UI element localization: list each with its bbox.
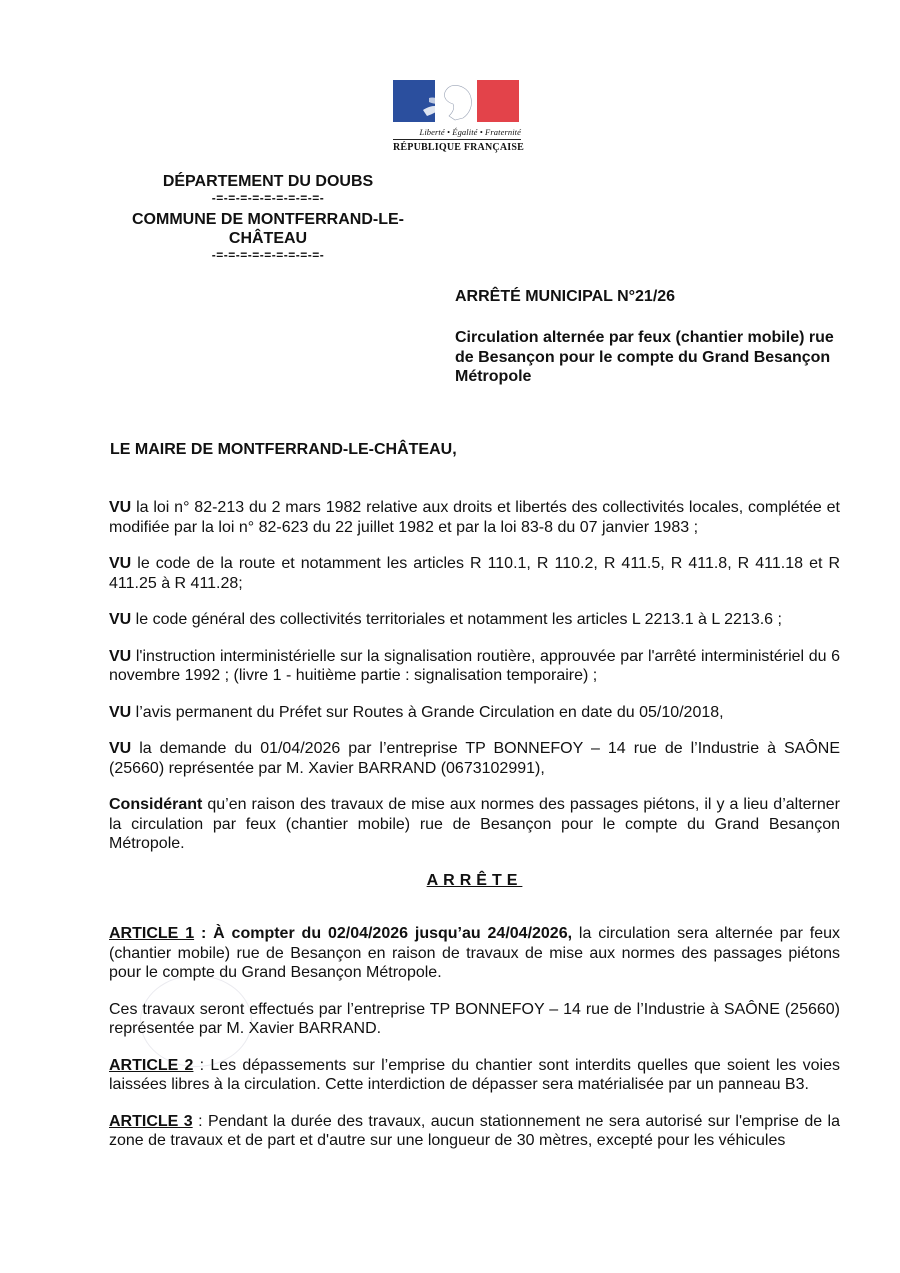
arrete-subject: Circulation alternée par feux (chantier mobile) rue de Besançon pour le compte du Grand Besançon Métropole — [455, 329, 834, 385]
vu-paragraph: VU la demande du 01/04/2026 par l’entreprise TP BONNEFOY – 14 rue de l’Industrie à SAÔNE (25660) représentée par M. Xavier BARRAND (0673102991), — [109, 740, 840, 777]
marianne-flag-icon — [393, 80, 519, 122]
considerations — [109, 498, 840, 1168]
arrete-number: ARRÊTÉ MUNICIPAL N°21/26 — [455, 288, 676, 305]
vu-paragraph: VU le code de la route et notamment les articles R 110.1, R 110.2, R 411.5, R 411.8, R 411.18 et R 411.25 à R 411.28; — [109, 555, 840, 592]
article-label: ARTICLE 1 — [109, 925, 195, 942]
considerant-paragraph: Considérant qu’en raison des travaux de mise aux normes des passages piétons, il y a lieu d’alterner la circulation par feux (chantier mobile) rue de Besançon pour le compte du Grand Besançon Métropole. — [109, 796, 840, 852]
department-name: DÉPARTEMENT DU DOUBS — [162, 173, 374, 190]
article-label: ARTICLE 3 — [109, 1112, 193, 1130]
commune-name: COMMUNE DE MONTFERRAND-LE-CHÂTEAU — [132, 211, 404, 247]
vu-paragraph: VU le code général des collectivités territoriales et notamment les articles L 2213.1 à L 2213.6 ; — [109, 611, 782, 628]
marianne-logo — [393, 80, 524, 153]
article-1: ARTICLE 1 : À compter du 02/04/2026 jusqu’au 24/04/2026, la circulation sera alternée par feux (chantier mobile) rue de Besançon en raison de travaux de mise aux normes des passages piétons pour le compte du Grand Besançon Métropole. — [109, 925, 840, 981]
article-1-extra: Ces travaux seront effectués par l’entreprise TP BONNEFOY – 14 rue de l’Industrie à SAÔNE (25660) représentée par M. Xavier BARRAND. — [109, 1000, 840, 1037]
arrete-header — [455, 287, 835, 387]
republic-name: RÉPUBLIQUE FRANÇAISE — [393, 142, 524, 153]
separator: -=-=-=-=-=-=-=-=-=- — [211, 191, 325, 205]
vu-paragraph: VU la loi n° 82-213 du 2 mars 1982 relative aux droits et libertés des collectivités locales, complétée et modifiée par la loi n° 82-623 du 22 juillet 1982 et par la loi 83-8 du 07 janvier 1983 ; — [109, 499, 840, 536]
article-3: ARTICLE 3 : Pendant la durée des travaux, aucun stationnement ne sera autorisé sur l'emprise de la zone de travaux et de part et d'autre sur une longueur de 30 mètres, excepté pour les véhicules — [109, 1112, 841, 1149]
logo-divider — [393, 139, 521, 140]
arrete-title: ARRÊTE — [426, 871, 523, 889]
article-2: ARTICLE 2 : Les dépassements sur l’emprise du chantier sont interdits quelles que soient les voies laissées libres à la circulation. Cette interdiction de dépasser sera matérialisée par un panneau B3. — [109, 1056, 840, 1093]
vu-paragraph: VU l'instruction interministérielle sur la signalisation routière, approuvée par l'arrêté interministériel du 6 novembre 1992 ; (livre 1 - huitième partie : signalisation temporaire) ; — [109, 647, 840, 684]
department-header — [112, 172, 424, 261]
separator: -=-=-=-=-=-=-=-=-=- — [211, 248, 325, 262]
maire-heading: LE MAIRE DE MONTFERRAND-LE-CHÂTEAU, — [110, 441, 457, 458]
motto: Liberté • Égalité • Fraternité — [419, 127, 521, 137]
vu-paragraph: VU l’avis permanent du Préfet sur Routes à Grande Circulation en date du 05/10/2018, — [109, 703, 724, 721]
article-label: ARTICLE 2 — [109, 1056, 194, 1074]
